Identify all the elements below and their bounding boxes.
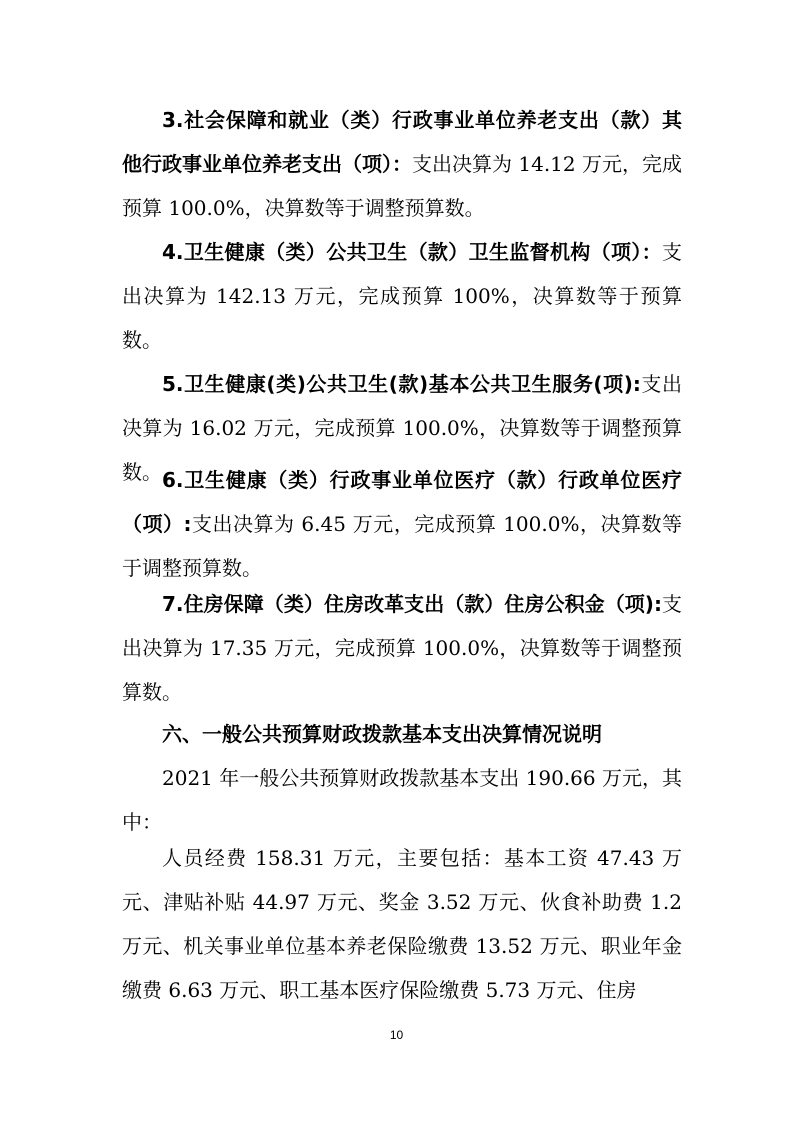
paragraph-2: 人员经费 158.31 万元，主要包括：基本工资 47.43 万元、津贴补贴 44.97 万元、奖金 3.52 万元、伙食补助费 1.2 万元、机关事业单位基本养老保险缴费 13.52 万元、职业年金缴费 6.63 万元、职工基本医疗保险缴费 5.73 万元、住房 <box>122 846 682 1002</box>
page-number: 10 <box>389 1028 404 1042</box>
item-7-title: 7.住房保障（类）住房改革支出（款）住房公积金（项): <box>162 592 662 616</box>
item-4-body: 支出决算为 142.13 万元，完成预算 100%，决算数等于预算数。 <box>122 240 682 352</box>
paragraph-1: 2021 年一般公共预算财政拨款基本支出 190.66 万元，其中： <box>122 766 682 834</box>
item-3-title: 3.社会保障和就业（类）行政事业单位养老支出（款）其他行政事业单位养老支出（项）： <box>122 108 682 176</box>
item-6-title: 6.卫生健康（类）行政事业单位医疗（款）行政单位医疗（项）: <box>122 468 682 536</box>
section-heading: 六、一般公共预算财政拨款基本支出决算情况说明 <box>162 722 602 746</box>
item-5-body: 支出决算为 16.02 万元，完成预算 100.0%，决算数等于调整预算数。 <box>122 372 683 484</box>
item-4-title: 4.卫生健康（类）公共卫生（款）卫生监督机构（项）： <box>162 240 662 264</box>
item-5-title: 5.卫生健康(类)公共卫生(款)基本公共卫生服务(项): <box>162 372 641 396</box>
item-7 <box>122 582 682 714</box>
item-6-body: 支出决算为 6.45 万元，完成预算 100.0%，决算数等于调整预算数。 <box>122 512 682 580</box>
item-7-body: 支出决算为 17.35 万元，完成预算 100.0%，决算数等于调整预算数。 <box>122 592 683 704</box>
item-3 <box>122 98 682 230</box>
item-6 <box>122 458 682 590</box>
item-4 <box>122 230 682 362</box>
item-3-body: 支出决算为 14.12 万元，完成预算 100.0%，决算数等于调整预算数。 <box>122 152 682 220</box>
